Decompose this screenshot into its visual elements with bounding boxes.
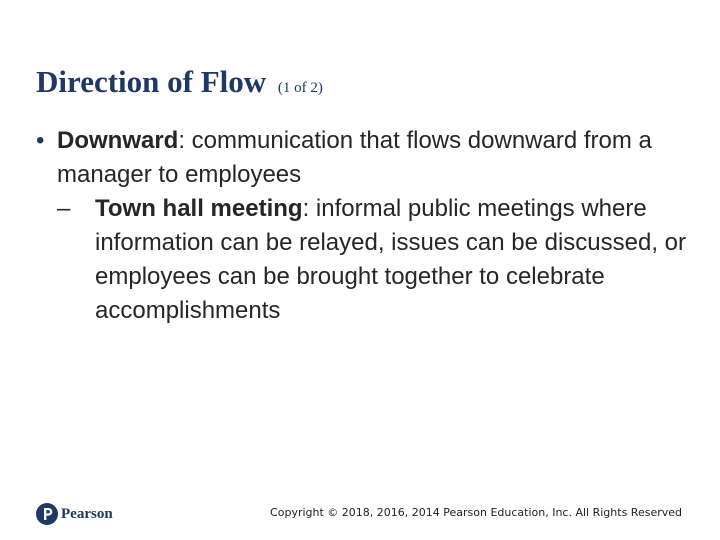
bullet-term: Downward: [57, 127, 179, 154]
sub-bullet-term: Town hall meeting: [95, 195, 303, 222]
sub-bullet-item: [57, 192, 686, 328]
pearson-logo: [36, 503, 113, 525]
sub-bullet-marker: –: [57, 195, 71, 222]
bullet-text: : communication that flows downward from a manager to employees: [57, 127, 652, 188]
slide-title-text: Direction of Flow: [36, 64, 267, 99]
sub-bullet-list: [57, 192, 686, 328]
slide-title: [36, 64, 323, 100]
slide-footer: [0, 497, 720, 531]
copyright-notice: Copyright © 2018, 2016, 2014 Pearson Education, Inc. All Rights Reserved: [270, 506, 682, 519]
sub-bullet-text: : informal public meetings where information can be relayed, issues can be discussed, or employees can be brought together to celebrate accomplishments: [95, 195, 686, 324]
slide-body: [36, 124, 686, 328]
pearson-logo-text: Pearson: [61, 505, 113, 522]
slide-title-suffix: (1 of 2): [277, 80, 323, 96]
bullet-marker: •: [36, 127, 45, 154]
pearson-logo-icon: [36, 503, 58, 525]
bullet-item: [36, 124, 686, 328]
